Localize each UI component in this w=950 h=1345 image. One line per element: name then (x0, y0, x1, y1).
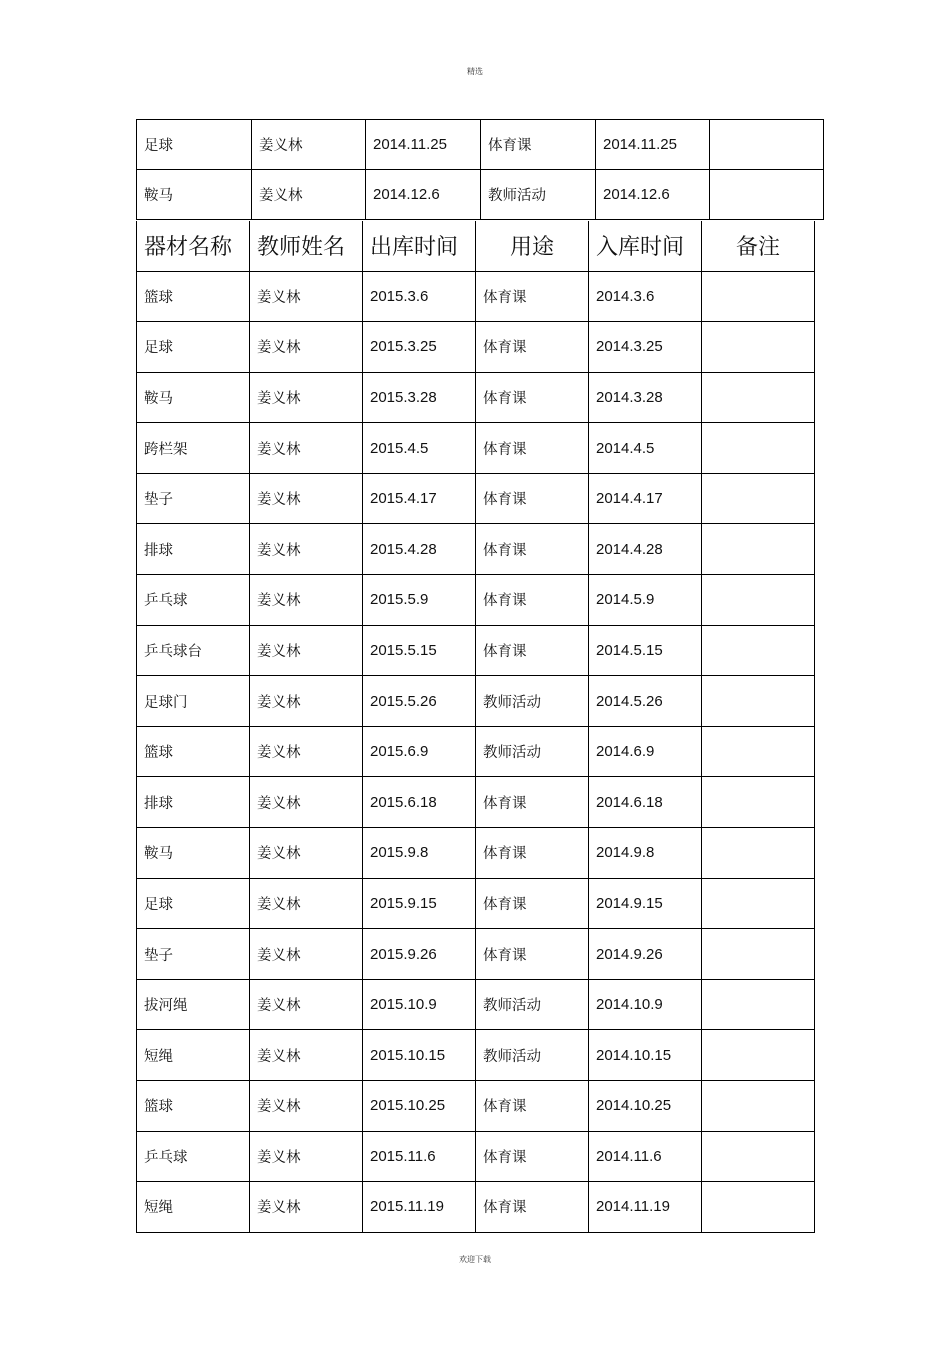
cell-checkout: 2015.10.15 (363, 1030, 476, 1081)
cell-purpose: 体育课 (476, 625, 589, 676)
cell-remarks (702, 726, 815, 777)
cell-remarks (702, 575, 815, 626)
table-row (137, 170, 824, 220)
cell-checkin: 2014.4.17 (589, 473, 702, 524)
cell-purpose: 体育课 (476, 575, 589, 626)
cell-remarks (702, 625, 815, 676)
cell-equipment: 跨栏架 (137, 423, 250, 474)
cell-checkin: 2014.9.15 (589, 878, 702, 929)
cell-checkout: 2014.12.6 (366, 170, 481, 220)
table-header-row (137, 221, 815, 271)
cell-remarks (702, 676, 815, 727)
cell-teacher: 姜义林 (250, 524, 363, 575)
cell-purpose: 体育课 (476, 777, 589, 828)
header-remarks: 备注 (702, 221, 815, 271)
cell-checkout: 2015.9.26 (363, 929, 476, 980)
cell-purpose: 体育课 (476, 322, 589, 373)
cell-teacher: 姜义林 (250, 979, 363, 1030)
table-row (137, 625, 815, 676)
cell-equipment: 足球门 (137, 676, 250, 727)
cell-equipment: 鞍马 (137, 372, 250, 423)
cell-purpose: 体育课 (481, 120, 596, 170)
cell-equipment: 足球 (137, 120, 252, 170)
cell-remarks (702, 979, 815, 1030)
cell-purpose: 体育课 (476, 473, 589, 524)
cell-remarks (702, 1030, 815, 1081)
cell-remarks (702, 777, 815, 828)
table-row (137, 828, 815, 879)
cell-checkin: 2014.11.19 (589, 1182, 702, 1233)
cell-remarks (702, 929, 815, 980)
cell-checkout: 2015.3.25 (363, 322, 476, 373)
cell-equipment: 排球 (137, 524, 250, 575)
cell-checkout: 2015.4.17 (363, 473, 476, 524)
cell-checkin: 2014.5.9 (589, 575, 702, 626)
table-row (137, 878, 815, 929)
top-table-continuation (136, 119, 824, 220)
cell-purpose: 体育课 (476, 929, 589, 980)
cell-equipment: 短绳 (137, 1030, 250, 1081)
cell-checkout: 2015.6.9 (363, 726, 476, 777)
cell-teacher: 姜义林 (250, 625, 363, 676)
header-teacher-name: 教师姓名 (250, 221, 363, 271)
cell-purpose: 体育课 (476, 372, 589, 423)
cell-checkout: 2015.3.6 (363, 271, 476, 322)
table-row (137, 777, 815, 828)
cell-purpose: 体育课 (476, 1131, 589, 1182)
cell-checkin: 2014.4.28 (589, 524, 702, 575)
table-row (137, 423, 815, 474)
cell-purpose: 体育课 (476, 828, 589, 879)
cell-checkin: 2014.3.28 (589, 372, 702, 423)
table-row (137, 372, 815, 423)
cell-checkout: 2015.6.18 (363, 777, 476, 828)
cell-equipment: 足球 (137, 878, 250, 929)
table-row (137, 271, 815, 322)
cell-remarks (702, 1182, 815, 1233)
table-row (137, 575, 815, 626)
cell-checkin: 2014.5.15 (589, 625, 702, 676)
cell-equipment: 篮球 (137, 271, 250, 322)
cell-remarks (702, 828, 815, 879)
cell-teacher: 姜义林 (250, 322, 363, 373)
cell-teacher: 姜义林 (250, 1081, 363, 1132)
cell-checkout: 2015.5.15 (363, 625, 476, 676)
cell-checkin: 2014.10.25 (589, 1081, 702, 1132)
header-equipment-name: 器材名称 (137, 221, 250, 271)
cell-checkout: 2015.11.19 (363, 1182, 476, 1233)
cell-checkout: 2015.9.15 (363, 878, 476, 929)
table-row (137, 120, 824, 170)
cell-checkin: 2014.3.6 (589, 271, 702, 322)
table-row (137, 1030, 815, 1081)
cell-purpose: 体育课 (476, 878, 589, 929)
table-row (137, 1081, 815, 1132)
cell-equipment: 垫子 (137, 929, 250, 980)
cell-teacher: 姜义林 (250, 575, 363, 626)
cell-teacher: 姜义林 (250, 828, 363, 879)
cell-checkout: 2015.5.9 (363, 575, 476, 626)
page-footer: 欢迎下载 (459, 1255, 491, 1264)
cell-checkout: 2014.11.25 (366, 120, 481, 170)
cell-checkin: 2014.10.15 (589, 1030, 702, 1081)
cell-teacher: 姜义林 (250, 1131, 363, 1182)
cell-checkin: 2014.4.5 (589, 423, 702, 474)
cell-teacher: 姜义林 (250, 726, 363, 777)
cell-purpose: 体育课 (476, 1081, 589, 1132)
cell-equipment: 篮球 (137, 726, 250, 777)
cell-remarks (702, 271, 815, 322)
cell-purpose: 体育课 (476, 271, 589, 322)
cell-purpose: 教师活动 (481, 170, 596, 220)
cell-equipment: 足球 (137, 322, 250, 373)
cell-equipment: 垫子 (137, 473, 250, 524)
cell-checkout: 2015.4.5 (363, 423, 476, 474)
cell-purpose: 体育课 (476, 423, 589, 474)
cell-checkin: 2014.9.8 (589, 828, 702, 879)
table-row (137, 473, 815, 524)
cell-purpose: 教师活动 (476, 979, 589, 1030)
cell-teacher: 姜义林 (250, 929, 363, 980)
cell-checkout: 2015.3.28 (363, 372, 476, 423)
cell-remarks (702, 322, 815, 373)
cell-equipment: 拔河绳 (137, 979, 250, 1030)
cell-checkout: 2015.5.26 (363, 676, 476, 727)
table-row (137, 676, 815, 727)
cell-remarks (702, 1131, 815, 1182)
cell-checkout: 2015.9.8 (363, 828, 476, 879)
cell-checkin: 2014.9.26 (589, 929, 702, 980)
cell-equipment: 鞍马 (137, 828, 250, 879)
cell-purpose: 教师活动 (476, 676, 589, 727)
cell-remarks (702, 1081, 815, 1132)
cell-remarks (710, 120, 824, 170)
cell-checkout: 2015.10.25 (363, 1081, 476, 1132)
cell-purpose: 体育课 (476, 524, 589, 575)
cell-checkin: 2014.11.6 (589, 1131, 702, 1182)
table-row (137, 322, 815, 373)
cell-equipment: 乒乓球 (137, 1131, 250, 1182)
cell-equipment: 排球 (137, 777, 250, 828)
cell-teacher: 姜义林 (250, 423, 363, 474)
header-purpose: 用途 (476, 221, 589, 271)
cell-checkin: 2014.3.25 (589, 322, 702, 373)
cell-teacher: 姜义林 (250, 676, 363, 727)
cell-remarks (702, 372, 815, 423)
cell-checkout: 2015.4.28 (363, 524, 476, 575)
cell-teacher: 姜义林 (250, 1030, 363, 1081)
cell-purpose: 教师活动 (476, 1030, 589, 1081)
cell-checkin: 2014.5.26 (589, 676, 702, 727)
cell-teacher: 姜义林 (252, 170, 366, 220)
table-row (137, 1131, 815, 1182)
header-checkin-time: 入库时间 (589, 221, 702, 271)
cell-equipment: 乒乓球 (137, 575, 250, 626)
table-row (137, 726, 815, 777)
cell-remarks (702, 524, 815, 575)
cell-equipment: 篮球 (137, 1081, 250, 1132)
cell-remarks (702, 473, 815, 524)
page-header: 精选 (467, 67, 483, 76)
cell-remarks (702, 878, 815, 929)
cell-purpose: 教师活动 (476, 726, 589, 777)
cell-checkin: 2014.11.25 (596, 120, 710, 170)
cell-remarks (710, 170, 824, 220)
cell-checkin: 2014.10.9 (589, 979, 702, 1030)
cell-equipment: 乒乓球台 (137, 625, 250, 676)
table-row (137, 929, 815, 980)
cell-teacher: 姜义林 (250, 1182, 363, 1233)
cell-checkin: 2014.6.18 (589, 777, 702, 828)
table-row (137, 524, 815, 575)
cell-teacher: 姜义林 (250, 878, 363, 929)
cell-checkout: 2015.10.9 (363, 979, 476, 1030)
cell-teacher: 姜义林 (250, 473, 363, 524)
cell-checkin: 2014.6.9 (589, 726, 702, 777)
cell-checkout: 2015.11.6 (363, 1131, 476, 1182)
cell-teacher: 姜义林 (250, 372, 363, 423)
table-row (137, 1182, 815, 1233)
cell-remarks (702, 423, 815, 474)
header-checkout-time: 出库时间 (363, 221, 476, 271)
table-row (137, 979, 815, 1030)
equipment-log-table (136, 221, 815, 1233)
cell-checkin: 2014.12.6 (596, 170, 710, 220)
cell-purpose: 体育课 (476, 1182, 589, 1233)
cell-teacher: 姜义林 (250, 777, 363, 828)
cell-equipment: 短绳 (137, 1182, 250, 1233)
cell-equipment: 鞍马 (137, 170, 252, 220)
cell-teacher: 姜义林 (252, 120, 366, 170)
cell-teacher: 姜义林 (250, 271, 363, 322)
